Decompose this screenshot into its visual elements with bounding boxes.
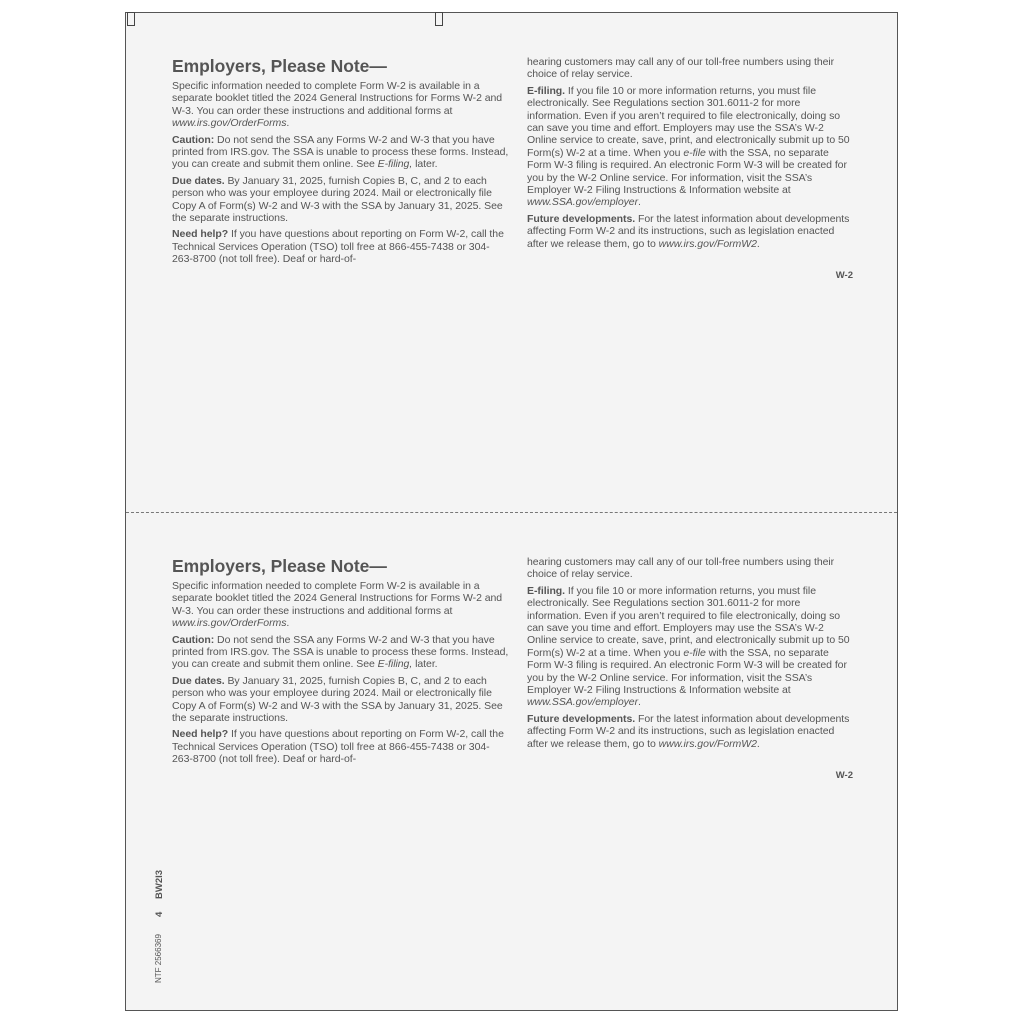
caution-label: Caution:: [172, 133, 215, 146]
ssa-employer-link[interactable]: www.SSA.gov/employer: [527, 196, 639, 209]
caution-text: Do not send the SSA any Forms W-2 and W-3 that you have printed from IRS.gov. The SSA is unable to process these forms. Instead, you can create and submit them online. See: [172, 633, 509, 671]
left-column: [172, 556, 510, 770]
future-developments-paragraph: [527, 213, 853, 250]
right-column: [527, 56, 853, 254]
formw2-link[interactable]: www.irs.gov/FormW2: [658, 237, 757, 250]
caution-paragraph: [172, 134, 510, 171]
ntf-code: NTF 2566369: [154, 934, 163, 983]
efiling-reference: E-filing,: [377, 658, 413, 671]
formw2-link[interactable]: www.irs.gov/FormW2: [658, 737, 757, 750]
registration-mark-center: [435, 12, 443, 26]
instructions-copy-bottom: [126, 556, 897, 816]
need-help-text: If you have questions about reporting on Form W-2, call the Technical Services Operation (TSO) toll free at 866-455-7438 or 304-263-8700 (not toll free). Deaf or hard-of-: [172, 728, 504, 766]
efiling-text: If you file 10 or more information returns, you must file electronically. See Regulations section 301.6011-2 for more information. Even if you aren’t required to file electronically, doing so can save you time and effort. Employers may use the SSA’s W-2 Online service to create, save, print, and electronically submit up to 50 Form(s) W-2 at a time. When you: [527, 84, 850, 159]
future-end: .: [756, 237, 760, 250]
efiling-label: E-filing.: [527, 584, 566, 597]
intro-end: .: [286, 617, 290, 630]
efiling-end: .: [638, 196, 641, 209]
future-developments-text: For the latest information about developments affecting Form W-2 and its instructions, such as legislation enacted after we release them, go to: [527, 712, 850, 750]
registration-mark-left: [127, 12, 135, 26]
due-dates-label: Due dates.: [172, 174, 225, 187]
efiling-text: If you file 10 or more information returns, you must file electronically. See Regulations section 301.6011-2 for more information. Even if you aren’t required to file electronically, doing so can save you time and effort. Employers may use the SSA’s W-2 Online service to create, save, print, and electronically submit up to 50 Form(s) W-2 at a time. When you: [527, 584, 850, 659]
form-code: BW2I3: [154, 869, 165, 899]
intro-paragraph: [172, 80, 510, 130]
instructions-copy-top: [126, 56, 897, 316]
caution-end: later.: [412, 158, 438, 171]
caution-paragraph: [172, 634, 510, 671]
future-developments-label: Future developments.: [527, 212, 636, 225]
due-dates-paragraph: [172, 675, 510, 725]
need-help-paragraph: [172, 728, 510, 765]
caution-text: Do not send the SSA any Forms W-2 and W-3 that you have printed from IRS.gov. The SSA is unable to process these forms. Instead, you can create and submit them online. See: [172, 133, 509, 171]
efile-term: e-file: [683, 646, 706, 659]
due-dates-label: Due dates.: [172, 674, 225, 687]
ssa-employer-link[interactable]: www.SSA.gov/employer: [527, 696, 639, 709]
order-forms-link[interactable]: www.irs.gov/OrderForms: [172, 117, 287, 130]
efiling-paragraph: [527, 585, 853, 709]
need-help-paragraph: [172, 228, 510, 265]
order-forms-link[interactable]: www.irs.gov/OrderForms: [172, 617, 287, 630]
future-developments-text: For the latest information about developments affecting Form W-2 and its instructions, such as legislation enacted after we release them, go to: [527, 212, 850, 250]
form-reference: W-2: [835, 270, 853, 281]
relay-paragraph: hearing customers may call any of our toll-free numbers using their choice of relay service.: [527, 556, 835, 581]
intro-text: Specific information needed to complete Form W-2 is available in a separate booklet titled the 2024 General Instructions for Forms W-2 and W-3. You can order these instructions and additional forms at: [172, 80, 503, 117]
need-help-label: Need help?: [172, 728, 229, 741]
efiling-reference: E-filing,: [377, 158, 413, 171]
relay-paragraph: hearing customers may call any of our toll-free numbers using their choice of relay service.: [527, 56, 835, 81]
future-end: .: [756, 737, 760, 750]
need-help-label: Need help?: [172, 228, 229, 241]
left-column: [172, 56, 510, 270]
efiling-label: E-filing.: [527, 84, 566, 97]
intro-text: Specific information needed to complete Form W-2 is available in a separate booklet titled the 2024 General Instructions for Forms W-2 and W-3. You can order these instructions and additional forms at: [172, 580, 503, 617]
sequence-number: 4: [154, 911, 165, 917]
future-developments-label: Future developments.: [527, 712, 636, 725]
need-help-text: If you have questions about reporting on Form W-2, call the Technical Services Operation (TSO) toll free at 866-455-7438 or 304-263-8700 (not toll free). Deaf or hard-of-: [172, 228, 504, 266]
efiling-text-continued: with the SSA, no separate Form W-3 filing is required. An electronic Form W-3 will be created for you by the W-2 Online service. For information, visit the SSA’s Employer W-2 Filing Instructions & Information website at: [527, 146, 847, 197]
due-dates-text: By January 31, 2025, furnish Copies B, C, and 2 to each person who was your employee during 2024. Mail or electronically file Copy A of Form(s) W-2 and W-3 with the SSA by January 31, 2025. See the separate instructions.: [172, 674, 503, 725]
caution-label: Caution:: [172, 633, 215, 646]
efile-term: e-file: [683, 146, 706, 159]
efiling-end: .: [638, 696, 641, 709]
due-dates-text: By January 31, 2025, furnish Copies B, C, and 2 to each person who was your employee during 2024. Mail or electronically file Copy A of Form(s) W-2 and W-3 with the SSA by January 31, 2025. See the separate instructions.: [172, 174, 503, 225]
efiling-text-continued: with the SSA, no separate Form W-3 filing is required. An electronic Form W-3 will be created for you by the W-2 Online service. For information, visit the SSA’s Employer W-2 Filing Instructions & Information website at: [527, 646, 847, 697]
form-sheet: [125, 12, 898, 1011]
form-reference: W-2: [835, 770, 853, 781]
future-developments-paragraph: [527, 713, 853, 750]
intro-end: .: [286, 117, 290, 130]
section-heading: Employers, Please Note—: [172, 56, 387, 76]
efiling-paragraph: [527, 85, 853, 209]
right-column: [527, 556, 853, 754]
perforation-line: [126, 512, 897, 513]
intro-paragraph: [172, 580, 510, 630]
caution-end: later.: [412, 658, 438, 671]
section-heading: Employers, Please Note—: [172, 556, 387, 576]
due-dates-paragraph: [172, 175, 510, 225]
